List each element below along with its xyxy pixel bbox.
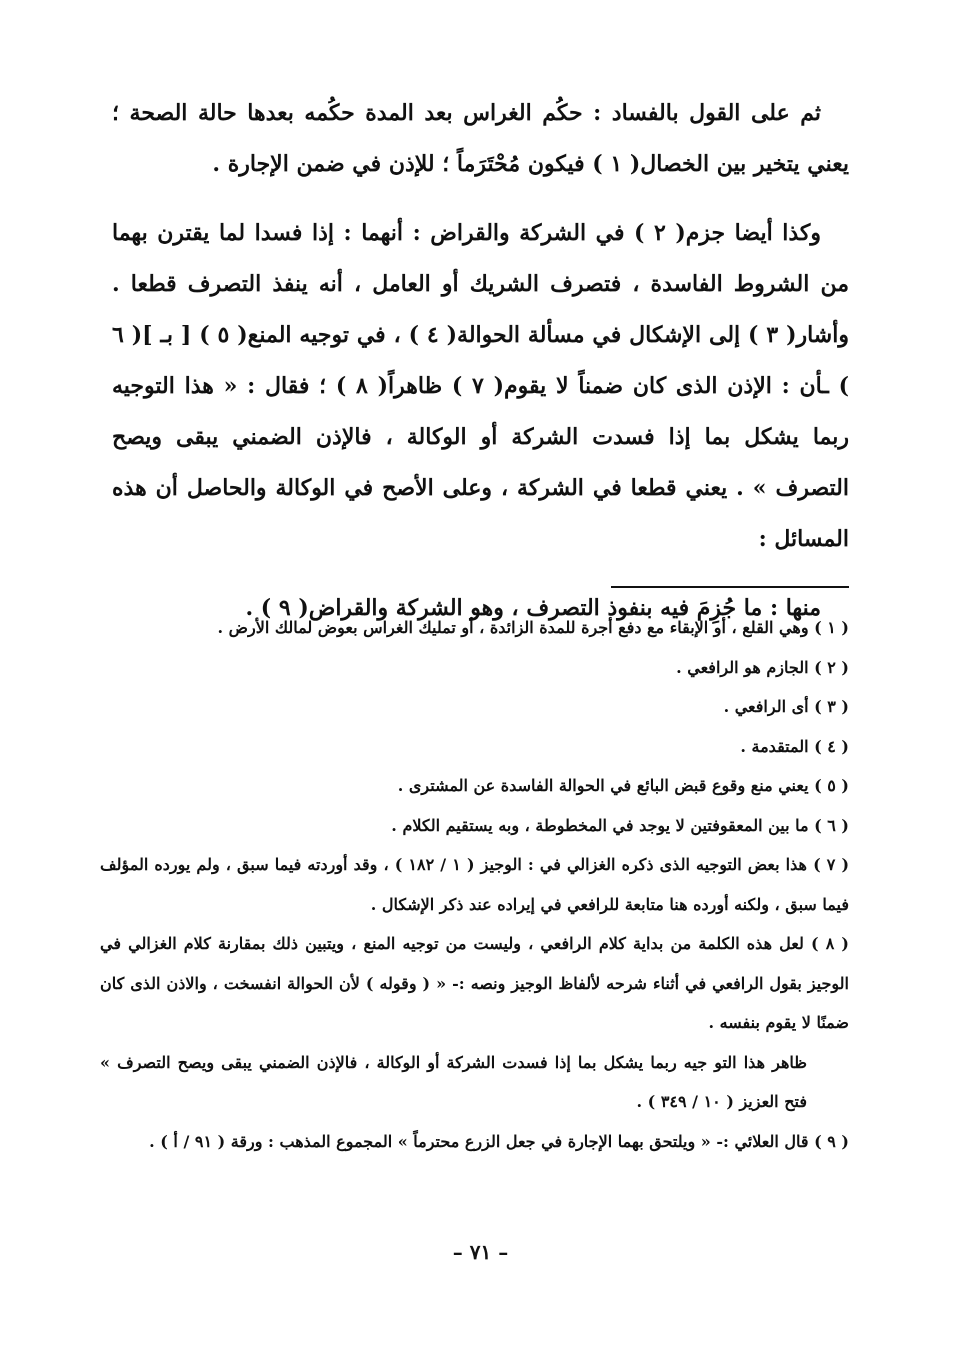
- footnote-divider: [611, 586, 849, 588]
- paragraph-3: منها : ما جُزِمَ فيه بنفوذ التصرف ، وهو الشركة والقراض( ٩ ) .: [245, 595, 821, 621]
- footnote-3: ( ٣ ) أى الرافعي .: [723, 697, 849, 716]
- paragraph-2: وكذا أيضا جزم( ٢ ) في الشركة والقراض : أنهما : إذا فسدا لما يقترن بهما من الشروط الفاسدة ، فتصرف الشريك أو العامل ، أنه ينفذ التصرف قطعا . وأشار( ٣ ) إلى الإشكال في مسألة الحوالة( ٤ ) ، في توجيه المنع( ٥ ) [ بـ ]( ٦ ) ـأن : الإذن الذى كان ضمناً لا يقوم( ٧ ) ظاهراً( ٨ ) ؛ فقال : « هذا التوجيه ربما يشكل بما إذا فسدت الشركة أو الوكالة ، فالإذن الضمني يبقى ويصح التصرف » . يعني قطعا في الشركة ، وعلى الأصح في الوكالة والحاصل أن هذه المسائل :: [112, 220, 850, 552]
- footnotes-section: [100, 608, 849, 1161]
- page-number: – ٧١ –: [452, 1240, 509, 1264]
- footnote-7: ( ٧ ) هذا بعض التوجيه الذى ذكره الغزالي في : الوجيز ( ١ / ١٨٢ ) ، وقد أوردته فيما سبق ، ولم يورده المؤلف فيما سبق ، ولكنه أورده هنا متابعة للرافعي في إيراده عند ذكر الإشكال .: [100, 855, 850, 914]
- footnote-5: ( ٥ ) يعني منع وقوع قبض البائع في الحوالة الفاسدة عن المشترى .: [397, 776, 849, 795]
- footnote-4: ( ٤ ) المتقدمة .: [740, 736, 849, 756]
- footnote-9: ( ٩ ) قال العلائي :- « ويلتحق بهما الإجارة في جعل الزرع محترماً » المجموع المذهب : ورقة ( ٩١ / أ ) .: [149, 1131, 849, 1151]
- main-text-body: [112, 88, 849, 634]
- footnote-1: ( ١ ) وهي القلع ، أو الإبقاء مع دفع أجرة للمدة الزائدة ، أو تمليك الغراس بعوض لمالك الأرض .: [217, 618, 849, 637]
- footnote-2: ( ٢ ) الجازم هو الرافعي .: [676, 657, 849, 677]
- footnote-8-continuation: ظاهر هذا التو جيه ربما يشكل بما إذا فسدت الشركة أو الوكالة ، فالإذن الضمني يبقى ويصح التصرف » فتح العزيز ( ١٠ / ٣٤٩ ) .: [100, 1052, 807, 1111]
- footnote-6: ( ٦ ) ما بين المعقوفتين لا يوجد في المخطوطة ، وبه يستقيم الكلام .: [391, 815, 849, 835]
- paragraph-1: ثم على القول بالفساد : حكُم الغراس بعد المدة حكُمه بعدها حالة الصحة ؛ يعني يتخير بين الخصال( ١ ) فيكون مُحْتَرَماً ؛ للإذن في ضمن الإجارة .: [112, 100, 849, 177]
- footnote-8: ( ٨ ) لعل هذه الكلمة من بداية كلام الرافعي ، وليست من توجيه المنع ، ويتبين ذلك بمقارنة كلام الغزالي في الوجيز بقول الرافعي في أثناء شرحه لألفاظ الوجيز ونصه :- « ( وقوله ) لأن الحوالة انفسخت ، والاذن الذى كان ضمنًا لا يقوم بنفسه .: [100, 934, 850, 1032]
